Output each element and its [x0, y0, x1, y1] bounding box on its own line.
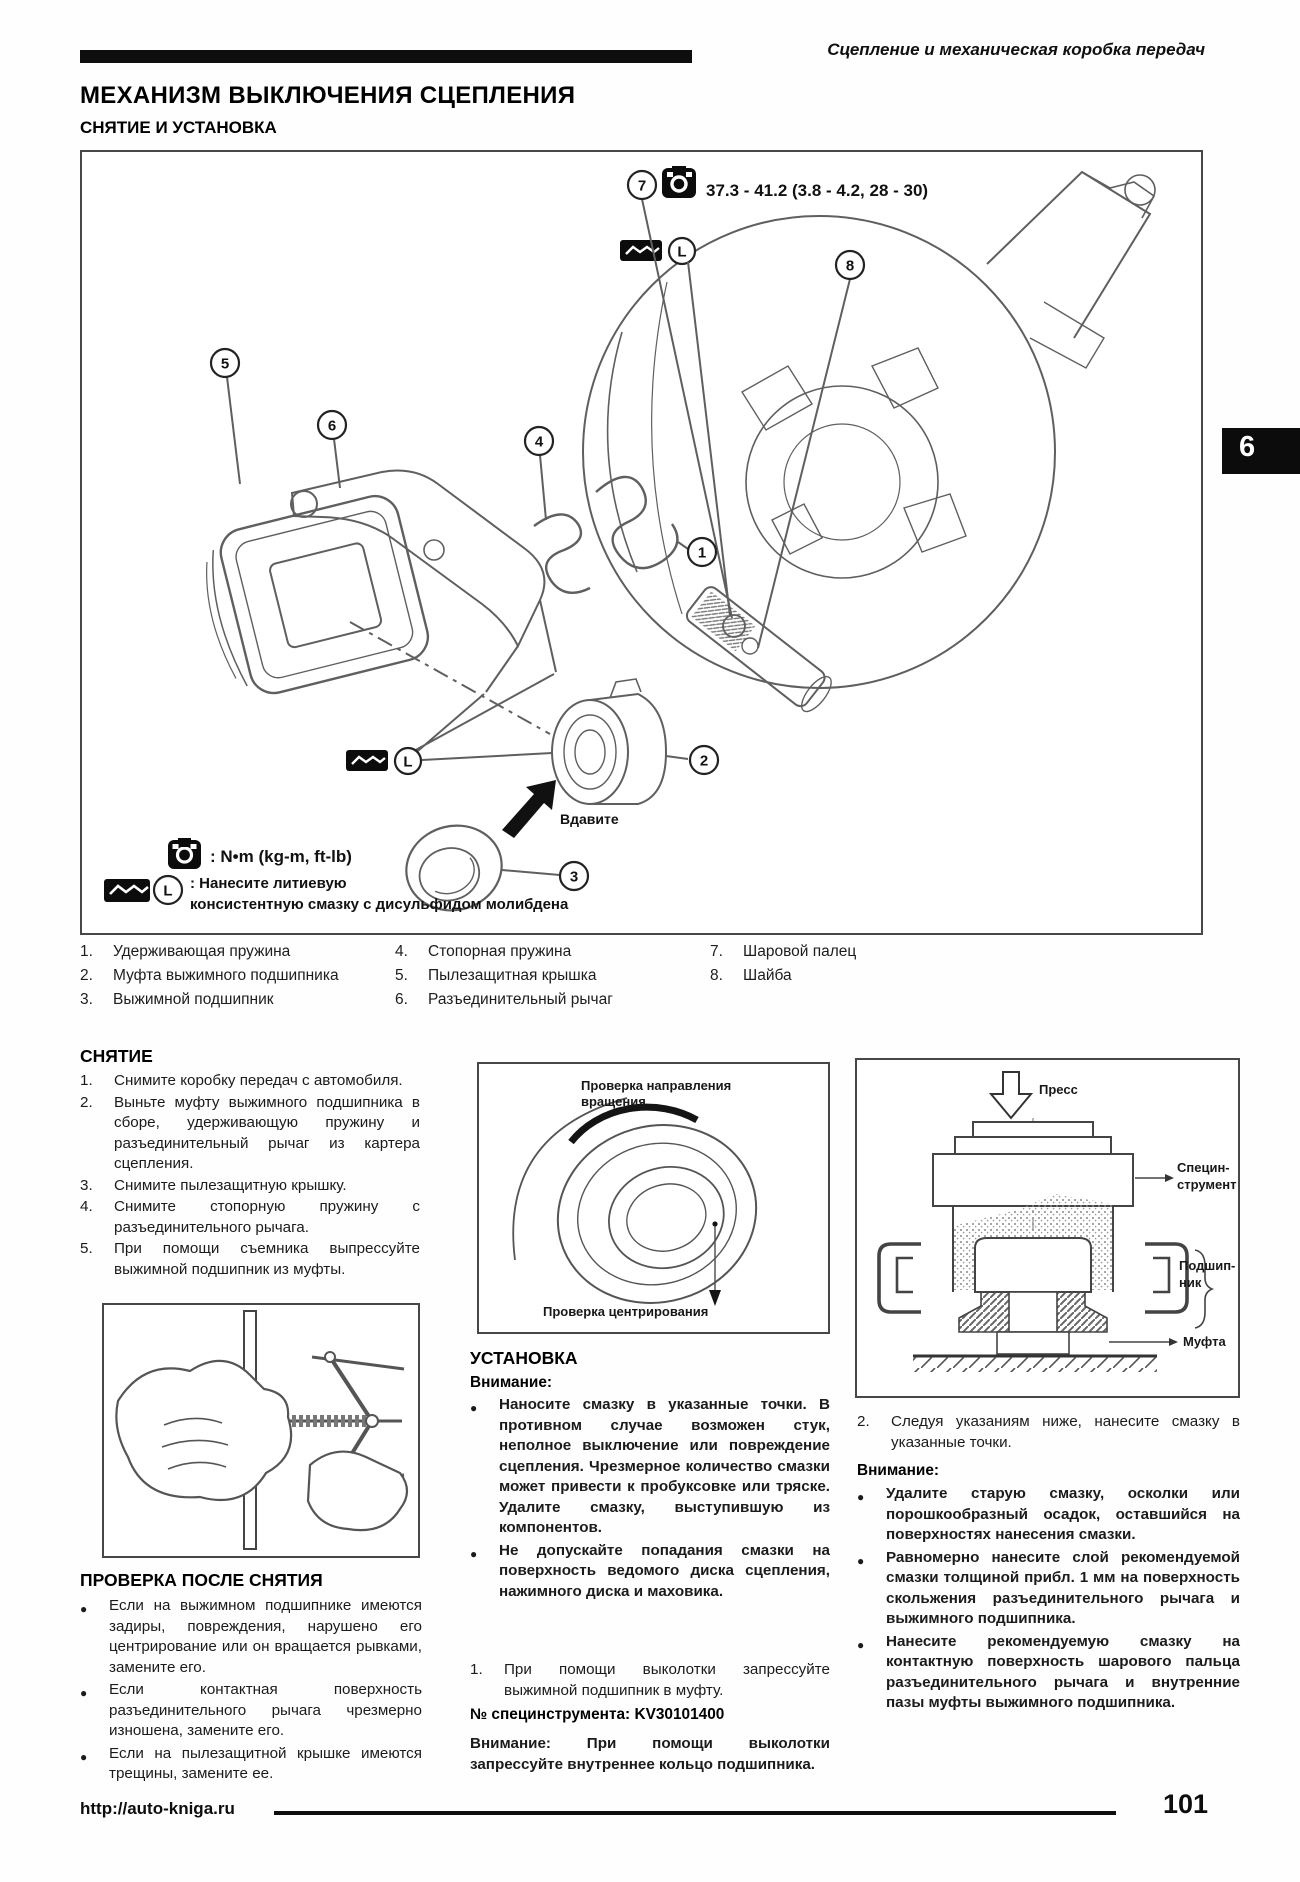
installation-step1	[470, 1660, 830, 1702]
callout-6	[318, 411, 346, 488]
step-number: 2.	[80, 1093, 93, 1111]
header-rule	[80, 50, 692, 63]
part-label: Шайба	[743, 967, 792, 984]
part-number: 5.	[395, 967, 408, 984]
puller-figure	[104, 1305, 418, 1556]
svg-text:1: 1	[697, 544, 707, 562]
bullet-text: Если на выжимном подшипнике имеются задиры, повреждения, нарушено его центрирование или он вращается рывками, замените его.	[109, 1597, 422, 1676]
step-number: 4.	[80, 1198, 93, 1215]
dust-boot-drawing	[193, 491, 433, 704]
bearing-label-line1: Подшип-	[1179, 1258, 1236, 1273]
step-number: 2.	[857, 1413, 870, 1430]
press-figure-frame	[855, 1058, 1240, 1398]
bullet-marker	[80, 1744, 109, 1785]
callout-1	[678, 538, 716, 566]
svg-text:консистентную смазку с дисульф: консистентную смазку с дисульфидом молибдена	[190, 896, 569, 913]
part-item	[395, 943, 695, 961]
part-number: 4.	[395, 943, 408, 960]
bullet-marker	[857, 1484, 886, 1546]
sleeve-label: Муфта	[1183, 1334, 1226, 1349]
installation-warnings	[470, 1395, 830, 1604]
part-number: 7.	[710, 943, 723, 960]
svg-text:4: 4	[534, 433, 544, 451]
press-arrow-drawing	[991, 1072, 1031, 1118]
callout-5	[211, 349, 240, 484]
svg-text:5: 5	[220, 355, 230, 373]
press-figure	[857, 1060, 1238, 1396]
callout-4	[525, 427, 553, 520]
bearing-check-frame	[477, 1062, 830, 1334]
svg-text:8: 8	[845, 257, 855, 275]
part-number: 8.	[710, 967, 723, 984]
svg-text:: N•m (kg-m, ft-lb): : N•m (kg-m, ft-lb)	[210, 847, 352, 866]
press-label: Пресс	[1039, 1082, 1078, 1097]
step-number: 5.	[80, 1240, 93, 1257]
greasing-warning-label: Внимание:	[857, 1462, 940, 1479]
svg-text:2: 2	[699, 752, 709, 770]
bullet-marker	[470, 1541, 499, 1603]
fork-grease-leaders	[412, 674, 554, 756]
assembly-axis	[350, 622, 550, 734]
bullet-marker	[857, 1632, 886, 1714]
inspection-heading: ПРОВЕРКА ПОСЛЕ СНЯТИЯ	[80, 1570, 323, 1590]
page-number: 101	[1162, 1789, 1208, 1819]
removal-steps	[80, 1071, 420, 1281]
part-label: Выжимной подшипник	[113, 991, 274, 1008]
bullet-marker	[80, 1680, 109, 1742]
push-label: Вдавите	[560, 811, 619, 827]
exploded-diagram	[82, 152, 1201, 933]
bullet-item	[470, 1541, 830, 1603]
legend-torque	[168, 838, 352, 869]
part-label: Разъединительный рычаг	[428, 991, 613, 1008]
callout-3	[502, 862, 588, 890]
svg-text:3: 3	[569, 868, 579, 886]
bullet-text: Равномерно нанесите слой рекомендуемой смазки толщиной прибл. 1 мм на поверхность скольжения разъединительного рычага и выжимного подшипника.	[886, 1548, 1240, 1627]
bullet-text: Не допускайте попадания смазки на поверхность ведомого диска сцепления, нажимного диска и маховика.	[499, 1541, 830, 1600]
bullet-text: Удалите старую смазку, осколки или порошкообразный осадок, оставшийся на поверхностях нанесения смазки.	[886, 1485, 1240, 1543]
svg-text:L: L	[403, 753, 413, 771]
step-text: При помощи съемника выпрессуйте выжимной подшипник из муфты.	[114, 1240, 420, 1278]
callout-8	[758, 251, 864, 648]
part-number: 1.	[80, 943, 93, 960]
removal-heading: СНЯТИЕ	[80, 1046, 153, 1066]
bullet-text: Если на пылезащитной крышке имеются трещины, замените ее.	[109, 1744, 422, 1782]
bearing-label-line2: ник	[1179, 1275, 1202, 1290]
step-text: Выньте муфту выжимного подшипника в сборе, удерживающую пружину и разъединительный рычаг из картера сцепления.	[114, 1093, 420, 1172]
greasing-warnings	[857, 1484, 1240, 1716]
installation-heading: УСТАНОВКА	[470, 1348, 578, 1368]
torque-icon	[662, 166, 696, 198]
step-text: Снимите пылезащитную крышку.	[114, 1176, 347, 1194]
step	[80, 1197, 420, 1238]
part-item	[710, 943, 1010, 961]
installation-warning-label: Внимание:	[470, 1374, 553, 1391]
part-label: Стопорная пружина	[428, 943, 572, 960]
centering-check-label: Проверка центрирования	[543, 1304, 709, 1319]
installation-warning2: Внимание: При помощи выколотки запрессуйте внутреннее кольцо подшипника.	[470, 1735, 830, 1773]
step-text: При помощи выколотки запрессуйте выжимной подшипник в муфту.	[504, 1661, 830, 1699]
section-tab: 6	[1222, 428, 1300, 474]
part-item	[80, 991, 380, 1009]
rotation-check-label-line2: вращения	[581, 1094, 646, 1109]
retaining-clip-drawing	[534, 514, 590, 592]
bullet-text: Если контактная поверхность разъединительного рычага чрезмерно изношена, замените его.	[109, 1681, 422, 1739]
part-item	[80, 943, 380, 961]
chapter-title: Сцепление и механическая коробка передач	[827, 40, 1205, 59]
tool-label-line1: Специн-	[1177, 1160, 1230, 1175]
bullet-item	[80, 1680, 422, 1742]
step-text: Снимите стопорную пружину с разъединительного рычага.	[114, 1198, 420, 1236]
part-item	[395, 991, 695, 1009]
step	[80, 1093, 420, 1175]
part-number: 2.	[80, 967, 93, 984]
part-item	[395, 967, 695, 985]
inspection-bullets	[80, 1596, 422, 1787]
holding-spring-drawing	[596, 477, 677, 568]
part-item	[80, 967, 380, 985]
step-number: 3.	[80, 1176, 93, 1194]
bullet-marker	[857, 1548, 886, 1630]
footer-rule	[274, 1811, 1116, 1815]
bullet-text: Нанесите рекомендуемую смазку на контактную поверхность шарового пальца разъединительного рычага и внутренние пазы муфты выжимного подшипника.	[886, 1632, 1240, 1711]
part-number: 3.	[80, 991, 93, 1008]
bullet-item	[80, 1744, 422, 1785]
release-fork-drawing	[291, 471, 556, 693]
part-item	[710, 967, 1010, 985]
sleeve-drawing	[552, 679, 666, 804]
puller-figure-frame	[102, 1303, 420, 1558]
parts-column-3	[710, 943, 1010, 991]
bullet-item	[80, 1596, 422, 1678]
bearing-rings-drawing	[513, 1098, 777, 1326]
exploded-diagram-frame	[80, 150, 1203, 935]
svg-text:7: 7	[637, 177, 647, 195]
bullet-item	[857, 1548, 1240, 1630]
svg-text:L: L	[163, 882, 173, 900]
special-tool-note: № специнструмента: KV30101400	[470, 1706, 725, 1723]
part-label: Удерживающая пружина	[113, 943, 291, 960]
grease-symbol-mid	[346, 748, 552, 774]
ground-drawing	[913, 1356, 1157, 1372]
page-subtitle: СНЯТИЕ И УСТАНОВКА	[80, 118, 277, 137]
parts-column-2	[395, 943, 695, 1015]
step-number: 1.	[470, 1661, 483, 1678]
svg-text:: Нанесите литиевую: : Нанесите литиевую	[190, 875, 347, 892]
torque-note: 37.3 - 41.2 (3.8 - 4.2, 28 - 30)	[706, 181, 929, 200]
step-number: 1.	[80, 1072, 93, 1089]
bearing-check-figure	[479, 1064, 828, 1332]
step-text: Следуя указаниям ниже, нанесите смазку в указанные точки.	[891, 1413, 1240, 1451]
hands-drawing	[116, 1361, 407, 1530]
part-number: 6.	[395, 991, 408, 1008]
step	[80, 1239, 420, 1280]
bullet-marker	[80, 1596, 109, 1678]
tool-label-line2: струмент	[1177, 1177, 1237, 1192]
part-label: Шаровой палец	[743, 943, 857, 960]
part-label: Пылезащитная крышка	[428, 967, 597, 984]
footer-url: http://auto-kniga.ru	[80, 1799, 235, 1818]
step-text: Снимите коробку передач с автомобиля.	[114, 1072, 403, 1089]
step	[80, 1176, 420, 1197]
bullet-item	[470, 1395, 830, 1539]
step	[470, 1660, 830, 1701]
bullet-item	[857, 1632, 1240, 1714]
page-title: МЕХАНИЗМ ВЫКЛЮЧЕНИЯ СЦЕПЛЕНИЯ	[80, 82, 576, 109]
svg-text:6: 6	[327, 417, 337, 435]
greasing-step2	[857, 1412, 1240, 1454]
callout-2	[666, 746, 718, 774]
bullet-marker	[470, 1395, 499, 1539]
step	[857, 1412, 1240, 1453]
svg-text:L: L	[677, 243, 687, 261]
bullet-item	[857, 1484, 1240, 1546]
step	[80, 1071, 420, 1092]
parts-column-1	[80, 943, 380, 1015]
bullet-text: Наносите смазку в указанные точки. В противном случае возможен стук, неполное выключение или повреждение сцепления. Чрезмерное количество смазки может привести к пробуксовке или тряске. Удалите смазку, выступившую из компонентов.	[499, 1396, 830, 1536]
push-arrow	[502, 780, 619, 838]
rotation-check-label-line1: Проверка направления	[581, 1078, 732, 1093]
part-label: Муфта выжимного подшипника	[113, 967, 339, 984]
